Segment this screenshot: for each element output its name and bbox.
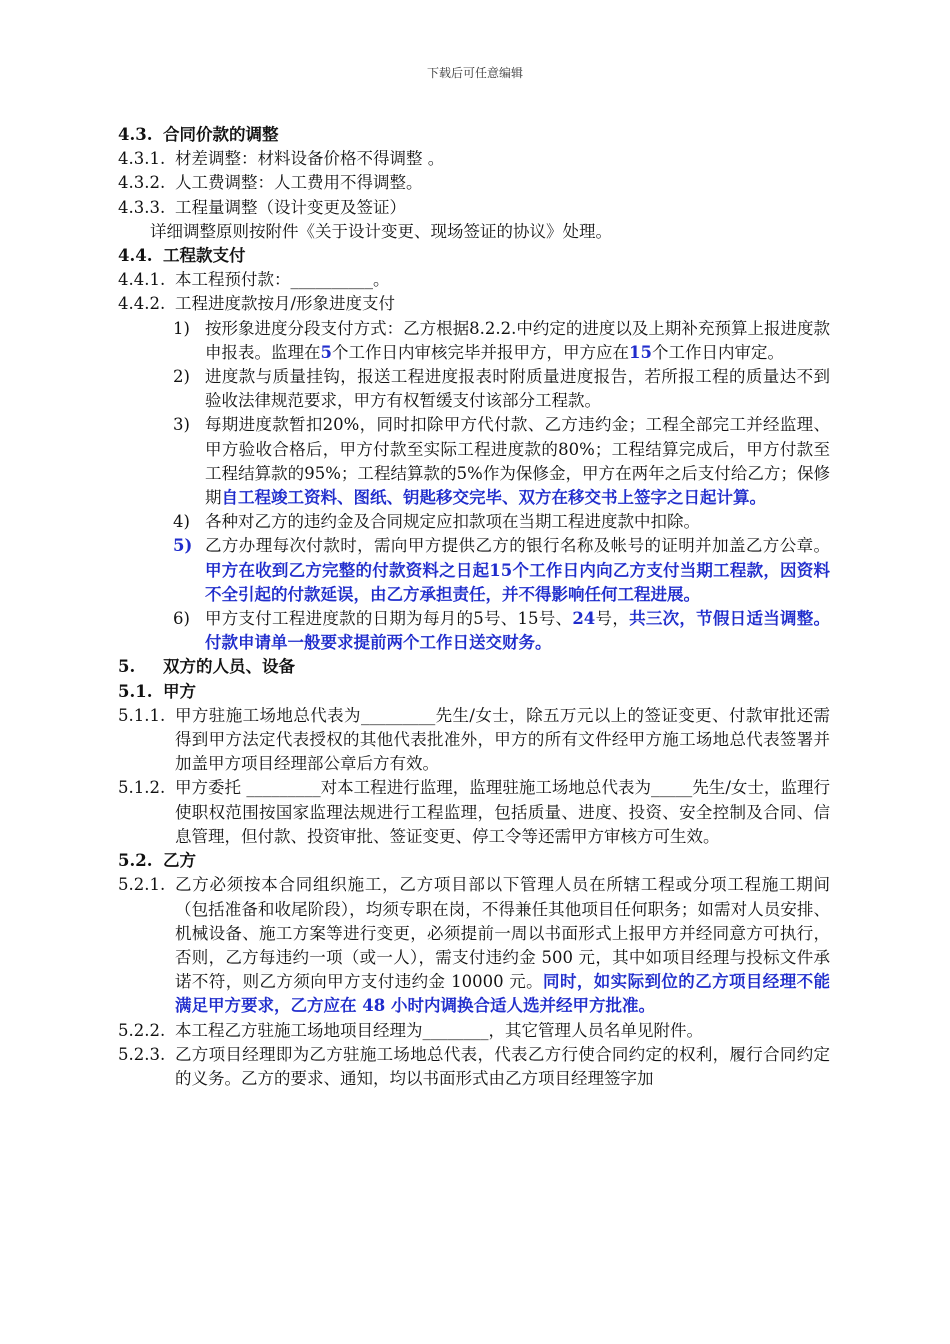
clause-text: 人工费调整：人工费用不得调整。 — [175, 173, 423, 193]
list-text — [205, 534, 830, 607]
clause-text: 本工程乙方驻施工场地项目经理为________，其它管理人员名单见附件。 — [175, 1020, 703, 1040]
clause-5-2-1 — [118, 873, 830, 1018]
highlight-run: 甲方在收到乙方完整的付款资料之日起15个工作日内向乙方支付当期工程款，因资料不全引起的付款延误，由乙方承担责任，并不得影响任何工程进展。 — [205, 560, 830, 604]
clause-4-3-1 — [118, 147, 830, 171]
clause-text: 乙方项目经理即为乙方驻施工场地总代表，代表乙方行使合同约定的权利，履行合同约定的义务。乙方的要求、通知，均以书面形式由乙方项目经理签字加 — [175, 1044, 830, 1088]
text-run: 按形象进度分段支付方式：乙方根据8.2.2.中约定的进度以及上期补充预算上报进度款申报表。监理在 — [205, 318, 830, 362]
clause-number: 4.4.2. — [118, 294, 166, 314]
list-item-2 — [118, 365, 830, 413]
list-number: 1) — [173, 318, 190, 338]
clause-5-1-2 — [118, 776, 830, 849]
clause-4-3-3-detail: 详细调整原则按附件《关于设计变更、现场签证的协议》处理。 — [150, 221, 612, 241]
section-number: 5.1. — [118, 681, 153, 701]
text-run: 乙方办理每次付款时，需向甲方提供乙方的银行名称及帐号的证明并加盖乙方公章。 — [205, 536, 830, 556]
list-text — [205, 317, 830, 365]
section-number: 5. — [118, 657, 136, 677]
section-number: 4.4. — [118, 246, 153, 266]
text-run: 号， — [595, 609, 630, 629]
clause-number: 5.1.2. — [118, 778, 166, 798]
highlight-run: 共三次，节假日适当调整。付款申请单一般要求提前两个工作日送交财务。 — [205, 609, 831, 653]
highlight-run: 自工程竣工资料、图纸、钥匙移交完毕、双方在移交书上签字之日起计算。 — [221, 488, 766, 508]
section-title: 乙方 — [163, 851, 196, 871]
text-run: 甲方支付工程进度款的日期为每月的5号、15号、 — [205, 609, 573, 629]
list-item-4 — [118, 510, 830, 534]
section-5-2-heading — [118, 849, 830, 873]
clause-text: 甲方驻施工场地总代表为_________先生/女士，除五万元以上的签证变更、付款审批还需得到甲方法定代表授权的其他代表批准外，甲方的所有文件经甲方施工场地总代表签署并加盖甲方项目经理部公章后方有效。 — [175, 705, 830, 774]
clause-4-3-3 — [118, 196, 830, 220]
section-title: 甲方 — [163, 681, 196, 701]
clause-text: 材差调整：材料设备价格不得调整 。 — [175, 149, 445, 169]
section-title: 合同价款的调整 — [163, 125, 279, 144]
section-number: 4.3. — [118, 125, 153, 144]
list-item-1 — [118, 317, 830, 365]
highlight-run: 5 — [320, 342, 332, 362]
document-body — [118, 123, 830, 1091]
list-text — [205, 413, 830, 510]
clause-number: 5.2.1. — [118, 875, 166, 895]
clause-text: 甲方委托 _________对本工程进行监理，监理驻施工场地总代表为_____先生/女士，监理行使职权范围按国家监理法规进行工程监理，包括质量、进度、投资、安全控制及合同、信息管理，但付款、投资审批、签证变更、停工令等还需甲方审核方可生效。 — [175, 778, 830, 846]
clause-text: 工程进度款按月/形象进度支付 — [175, 294, 396, 314]
clause-number: 4.3.2. — [118, 173, 166, 193]
clause-4-3-2 — [118, 171, 830, 195]
list-text: 各种对乙方的违约金及合同规定应扣款项在当期工程进度款中扣除。 — [205, 512, 700, 532]
text-run: 个工作日内审核完毕并报甲方，甲方应在 — [331, 342, 629, 362]
text-run: 每期进度款暂扣20%，同时扣除甲方代付款、乙方违约金；工程全部完工并经监理、甲方验收合格后，甲方付款至实际工程进度款的80%；工程结算完成后，甲方付款至工程结算款的95%；工程结算款的5%作为保修金，甲方在两年之后支付给乙方；保修期 — [205, 415, 830, 508]
section-title: 工程款支付 — [163, 246, 246, 266]
clause-5-1-1 — [118, 704, 830, 777]
clause-5-2-2 — [118, 1019, 830, 1043]
section-4-3-heading — [118, 123, 830, 147]
highlight-run: 同时，如实际到位的乙方项目经理不能满足甲方要求，乙方应在 48 小时内调换合适人选并经甲方批准。 — [175, 972, 830, 1016]
clause-number: 4.3.3. — [118, 197, 166, 217]
section-title: 双方的人员、设备 — [163, 657, 295, 677]
highlight-run: 15 — [628, 342, 652, 362]
text-run: 乙方必须按本合同组织施工，乙方项目部以下管理人员在所辖工程或分项工程施工期间（包括准备和收尾阶段），均须专职在岗，不得兼任其他项目任何职务；如需对人员安排、机械设备、施工方案等进行变更，必须提前一周以书面形式上报甲方并经同意方可执行，否则，乙方每违约一项（或一人），需支付违约金 500 元，其中如项目经理与投标文件承诺不符，则乙方须向甲方支付违约金 10000 元。 — [175, 875, 830, 992]
page-header: 下载后可任意编辑 — [426, 66, 523, 80]
clause-text — [175, 873, 830, 1018]
list-item-6 — [118, 607, 830, 655]
list-number: 3) — [173, 415, 190, 435]
section-number: 5.2. — [118, 851, 153, 871]
clause-number: 5.1.1. — [118, 705, 166, 725]
list-number: 2) — [173, 367, 190, 387]
section-5-1-heading — [118, 680, 830, 704]
clause-4-4-2 — [118, 292, 830, 316]
list-item-5 — [118, 534, 830, 607]
list-number: 5) — [173, 536, 193, 556]
list-number: 4) — [173, 512, 190, 532]
list-number: 6) — [173, 609, 190, 629]
clause-5-2-3 — [118, 1043, 830, 1091]
clause-number: 5.2.2. — [118, 1020, 166, 1040]
clause-text: 工程量调整（设计变更及签证） — [175, 197, 406, 217]
text-run: 个工作日内审定。 — [651, 342, 784, 362]
section-4-4-heading — [118, 244, 830, 268]
list-item-3 — [118, 413, 830, 510]
clause-number: 4.3.1. — [118, 149, 166, 169]
clause-4-4-1 — [118, 268, 830, 292]
clause-number: 4.4.1. — [118, 270, 166, 290]
list-text: 进度款与质量挂钩，报送工程进度报表时附质量进度报告，若所报工程的质量达不到验收法律规范要求，甲方有权暂缓支付该部分工程款。 — [205, 367, 830, 411]
clause-number: 5.2.3. — [118, 1044, 166, 1064]
section-5-heading — [118, 655, 830, 679]
list-text — [205, 607, 830, 655]
clause-text: 本工程预付款：__________。 — [175, 270, 390, 290]
highlight-run: 24 — [572, 609, 596, 629]
